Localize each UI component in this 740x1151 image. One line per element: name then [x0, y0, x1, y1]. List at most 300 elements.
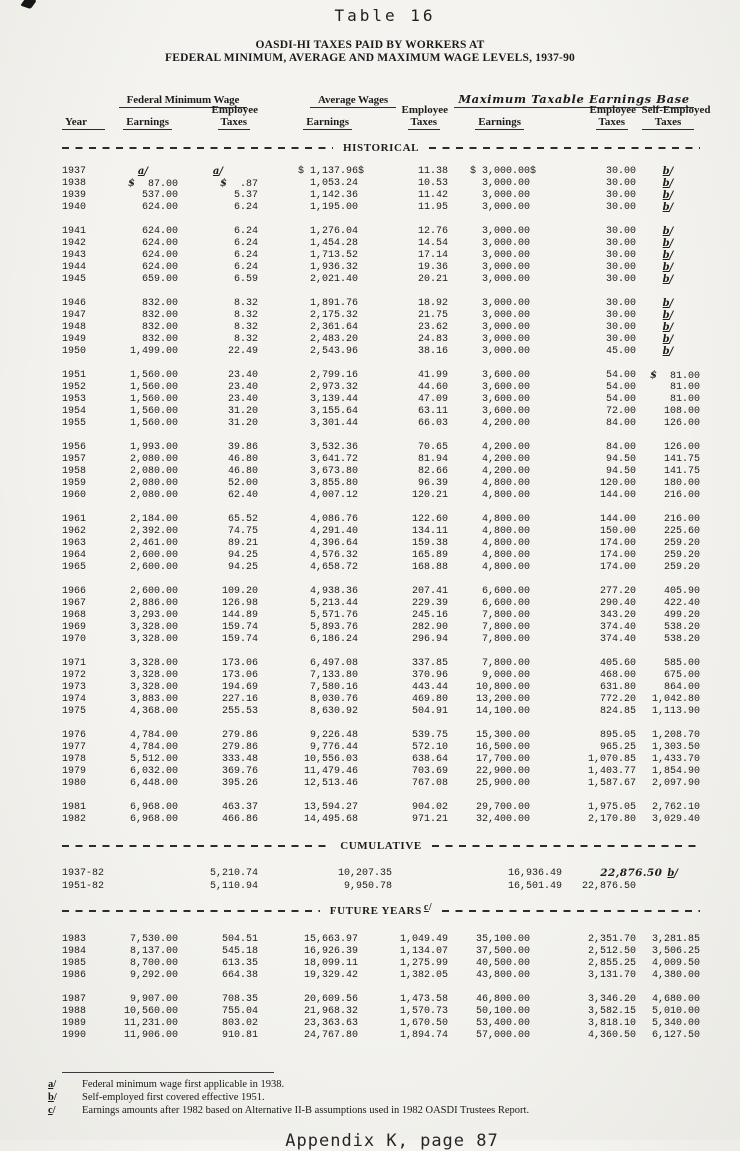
- value-cell: 277.20: [599, 586, 636, 597]
- value-cell: 3,600.00: [481, 406, 530, 417]
- value-cell: 6.24: [233, 202, 258, 213]
- table-row: [62, 406, 700, 418]
- value-cell: 3,818.10: [587, 1018, 636, 1029]
- value-cell: [636, 262, 700, 274]
- value-cell: 1,891.76: [309, 298, 358, 309]
- table-row: [62, 490, 700, 502]
- value-cell: 2,543.96: [309, 346, 358, 357]
- table-row: [62, 178, 700, 190]
- row-group: [62, 867, 700, 893]
- value-cell: 539.75: [411, 730, 448, 741]
- value-cell: 3,281.85: [651, 934, 700, 945]
- year-cell: 1969: [62, 622, 87, 633]
- year-cell: 1964: [62, 550, 87, 561]
- value-cell: 19.36: [417, 262, 448, 273]
- value-cell: 4,200.00: [481, 418, 530, 429]
- cumulative-rows: [62, 867, 700, 893]
- table-row: [62, 814, 700, 826]
- value-cell: 16,936.49: [507, 868, 562, 879]
- year-cell: 1984: [62, 946, 87, 957]
- value-cell: 259.20: [663, 562, 700, 573]
- table-label: Table 16: [334, 6, 436, 25]
- value-cell: [108, 166, 178, 178]
- value-cell: 3,000.00: [481, 226, 530, 237]
- value-cell: 11,231.00: [123, 1018, 178, 1029]
- table-row: [62, 190, 700, 202]
- value-cell: 3,000.00: [481, 334, 530, 345]
- table-row: [62, 262, 700, 274]
- table-row: [62, 1030, 700, 1042]
- value-cell: [178, 166, 258, 178]
- value-cell: 8,700.00: [129, 958, 178, 969]
- value-cell: 21.75: [417, 310, 448, 321]
- value-cell: 1,936.32: [309, 262, 358, 273]
- value-cell: 46.80: [227, 454, 258, 465]
- value-cell: 30.00: [605, 178, 636, 189]
- value-cell: 108.00: [663, 406, 700, 417]
- value-cell: 259.20: [663, 550, 700, 561]
- year-cell: 1974: [62, 694, 87, 705]
- table-row: [62, 622, 700, 634]
- value-cell: 4,784.00: [129, 730, 178, 741]
- value-cell: 3,328.00: [129, 622, 178, 633]
- value-cell: 1,433.70: [651, 754, 700, 765]
- value-cell: 1,560.00: [129, 382, 178, 393]
- value-cell: [108, 867, 178, 880]
- handwritten-dollar-sign: $: [650, 370, 657, 381]
- value-cell: 39.86: [227, 442, 258, 453]
- value-cell: 207.41: [411, 586, 448, 597]
- value-cell: 38.16: [417, 346, 448, 357]
- value-cell: 3,532.36: [309, 442, 358, 453]
- footnote-text: Self-employed first covered effective 1951.: [82, 1092, 265, 1103]
- value-cell: 370.96: [411, 670, 448, 681]
- row-group: [62, 994, 700, 1042]
- row-group: [62, 514, 700, 574]
- value-cell: 159.74: [221, 634, 258, 645]
- value-cell: 5,110.94: [209, 881, 258, 892]
- value-cell: 3,000.00: [481, 250, 530, 261]
- year-cell: 1945: [62, 274, 87, 285]
- table-row: [62, 526, 700, 538]
- value-cell: 13,200.00: [475, 694, 530, 705]
- row-group: [62, 442, 700, 502]
- value-cell: 17.14: [417, 250, 448, 261]
- year-cell: 1957: [62, 454, 87, 465]
- footnote-mark: b/: [662, 334, 674, 345]
- value-cell: 126.00: [663, 442, 700, 453]
- value-cell: 3,673.80: [309, 466, 358, 477]
- value-cell: 1,560.00: [129, 394, 178, 405]
- value-cell: 81.00: [669, 382, 700, 393]
- value-cell: 4,800.00: [481, 562, 530, 573]
- year-cell: 1937: [62, 166, 87, 177]
- section-label-future-years: FUTURE YEARS c/: [329, 902, 433, 917]
- year-cell: 1963: [62, 538, 87, 549]
- section-divider-future-years: [62, 902, 700, 917]
- table-row: [62, 586, 700, 598]
- value-cell: 895.05: [599, 730, 636, 741]
- value-cell: 282.90: [411, 622, 448, 633]
- value-cell: 31.20: [227, 406, 258, 417]
- year-cell: 1978: [62, 754, 87, 765]
- value-cell: 173.06: [221, 670, 258, 681]
- footnote-mark: b/: [662, 298, 674, 309]
- value-cell: 245.16: [411, 610, 448, 621]
- value-cell: 613.35: [221, 958, 258, 969]
- value-cell: 6,600.00: [481, 586, 530, 597]
- value-cell: 3,855.80: [309, 478, 358, 489]
- dashed-rule: [432, 845, 700, 847]
- value-cell: 259.20: [663, 538, 700, 549]
- value-cell: [636, 334, 700, 346]
- value-cell: 1,208.70: [651, 730, 700, 741]
- footnote-mark: b/: [662, 178, 674, 189]
- value-cell: 4,800.00: [481, 538, 530, 549]
- value-cell: 94.25: [227, 550, 258, 561]
- value-cell: 2,600.00: [129, 562, 178, 573]
- value-cell: 2,175.32: [309, 310, 358, 321]
- value-cell: 32,400.00: [475, 814, 530, 825]
- footnote-mark: a/: [48, 1079, 57, 1090]
- value-cell: 772.20: [599, 694, 636, 705]
- value-cell: 3,328.00: [129, 658, 178, 669]
- table-row: [62, 382, 700, 394]
- footnote: [48, 1091, 740, 1104]
- year-cell: 1961: [62, 514, 87, 525]
- table-row: [62, 742, 700, 754]
- dashed-rule: [442, 910, 700, 912]
- year-cell: 1990: [62, 1030, 87, 1041]
- value-cell: 194.69: [221, 682, 258, 693]
- value-cell: 23.62: [417, 322, 448, 333]
- year-cell: 1989: [62, 1018, 87, 1029]
- value-cell: 2,184.00: [129, 514, 178, 525]
- table-row: [62, 226, 700, 238]
- value-cell: 15,300.00: [475, 730, 530, 741]
- value-cell: 6,127.50: [651, 1030, 700, 1041]
- value-cell: 4,007.12: [309, 490, 358, 501]
- value-cell: 572.10: [411, 742, 448, 753]
- value-cell: 94.50: [605, 466, 636, 477]
- value-cell: 832.00: [141, 334, 178, 345]
- value-cell: 8,030.76: [309, 694, 358, 705]
- value-cell: 4,380.00: [651, 970, 700, 981]
- year-cell: 1951: [62, 370, 87, 381]
- value-cell: 631.80: [599, 682, 636, 693]
- value-cell: 965.25: [599, 742, 636, 753]
- value-cell: 6,968.00: [129, 802, 178, 813]
- value-cell: 3,000.00: [481, 298, 530, 309]
- row-group: [62, 226, 700, 286]
- value-cell: 1,042.80: [651, 694, 700, 705]
- value-cell: 6,497.08: [309, 658, 358, 669]
- value-cell: 40,500.00: [475, 958, 530, 969]
- value-cell: 466.86: [221, 814, 258, 825]
- year-cell: 1937-82: [62, 868, 105, 879]
- value-cell: 94.25: [227, 562, 258, 573]
- future-rows: [62, 934, 700, 1042]
- table-row: [62, 682, 700, 694]
- value-cell: 3,000.00: [481, 190, 530, 201]
- value-cell: 23.40: [227, 394, 258, 405]
- value-cell: 624.00: [141, 202, 178, 213]
- value-cell: 803.02: [221, 1018, 258, 1029]
- year-cell: 1971: [62, 658, 87, 669]
- table-row: [62, 970, 700, 982]
- value-cell: 4,009.50: [651, 958, 700, 969]
- value-cell: 4,784.00: [129, 742, 178, 753]
- value-cell: 8.32: [233, 298, 258, 309]
- table-row: [62, 730, 700, 742]
- footnote-mark-c: c/: [423, 902, 433, 913]
- value-cell: 30.00: [605, 262, 636, 273]
- value-cell: 6.24: [233, 226, 258, 237]
- footnote-mark: b/: [662, 166, 674, 177]
- value-cell: 174.00: [599, 550, 636, 561]
- value-cell: 4,396.64: [309, 538, 358, 549]
- table-row: [62, 298, 700, 310]
- value-cell: 54.00: [605, 394, 636, 405]
- value-cell: 3,000.00: [481, 322, 530, 333]
- value-cell: 4,200.00: [481, 466, 530, 477]
- value-cell: 1,473.58: [399, 994, 448, 1005]
- value-cell: 3,883.00: [129, 694, 178, 705]
- value-cell: 8.32: [233, 310, 258, 321]
- value-cell: 30.00: [605, 274, 636, 285]
- year-cell: 1947: [62, 310, 87, 321]
- value-cell: 7,800.00: [481, 610, 530, 621]
- value-cell: 81.94: [417, 454, 448, 465]
- value-cell: 1,499.00: [129, 346, 178, 357]
- table-row: [62, 598, 700, 610]
- value-cell: 120.21: [411, 490, 448, 501]
- table-row: [62, 394, 700, 406]
- value-cell: 3,506.25: [651, 946, 700, 957]
- table-row: [62, 274, 700, 286]
- value-cell: [636, 346, 700, 358]
- footnote-mark: b/: [662, 202, 674, 213]
- value-cell: 11,479.46: [303, 766, 358, 777]
- table-row: [62, 610, 700, 622]
- year-cell: 1985: [62, 958, 87, 969]
- value-cell: 3,600.00: [481, 382, 530, 393]
- value-cell: 11,906.00: [123, 1030, 178, 1041]
- value-cell: 22,900.00: [475, 766, 530, 777]
- year-cell: 1946: [62, 298, 87, 309]
- value-cell: 72.00: [605, 406, 636, 417]
- title-line-2: FEDERAL MINIMUM, AVERAGE AND MAXIMUM WAGE LEVELS, 1937-90: [165, 52, 575, 64]
- value-cell: 23,363.63: [303, 1018, 358, 1029]
- value-cell: 1,975.05: [587, 802, 636, 813]
- year-cell: 1951-82: [62, 881, 105, 892]
- value-cell: 84.00: [605, 442, 636, 453]
- value-cell: 463.37: [221, 802, 258, 813]
- row-group: [62, 166, 700, 214]
- section-label-historical: HISTORICAL: [342, 142, 420, 154]
- year-cell: 1962: [62, 526, 87, 537]
- year-cell: 1949: [62, 334, 87, 345]
- value-cell: 499.20: [663, 610, 700, 621]
- row-group: [62, 802, 700, 826]
- value-cell: $ 81.00: [650, 370, 700, 382]
- value-cell: 21,968.32: [303, 1006, 358, 1017]
- value-cell: 82.66: [417, 466, 448, 477]
- value-cell: 18,099.11: [303, 958, 358, 969]
- value-cell: 45.00: [605, 346, 636, 357]
- value-cell: 2,762.10: [651, 802, 700, 813]
- col-header-year: Year: [62, 116, 105, 130]
- table-row: [62, 514, 700, 526]
- value-cell: 2,170.80: [587, 814, 636, 825]
- section-divider-cumulative: [62, 840, 700, 852]
- value-cell: 229.39: [411, 598, 448, 609]
- value-cell: 337.85: [411, 658, 448, 669]
- value-cell: 63.11: [417, 406, 448, 417]
- value-cell: 66.03: [417, 418, 448, 429]
- value-cell: 4,680.00: [651, 994, 700, 1005]
- value-cell: 468.00: [599, 670, 636, 681]
- value-cell: 126.00: [663, 418, 700, 429]
- col-header-taxes-avg: Taxes: [408, 116, 441, 130]
- value-cell: 910.81: [221, 1030, 258, 1041]
- table-row: [62, 694, 700, 706]
- value-cell: 1,049.49: [399, 934, 448, 945]
- value-cell: 296.94: [411, 634, 448, 645]
- value-cell: 96.39: [417, 478, 448, 489]
- value-cell: 4,658.72: [309, 562, 358, 573]
- table-row: [62, 538, 700, 550]
- value-cell: 1,993.00: [129, 442, 178, 453]
- value-cell: 109.20: [221, 586, 258, 597]
- value-cell: 2,483.20: [309, 334, 358, 345]
- value-cell: 47.09: [417, 394, 448, 405]
- value-cell: 9,950.78: [343, 881, 392, 892]
- value-cell: 624.00: [141, 238, 178, 249]
- value-cell: 405.90: [663, 586, 700, 597]
- title-line-1: OASDI-HI TAXES PAID BY WORKERS AT: [255, 39, 485, 51]
- value-cell: 84.00: [605, 418, 636, 429]
- value-cell: 3,000.00: [481, 310, 530, 321]
- value-cell: 12,513.46: [303, 778, 358, 789]
- table-row: [62, 202, 700, 214]
- value-cell: 2,799.16: [309, 370, 358, 381]
- value-cell: 4,360.50: [587, 1030, 636, 1041]
- year-cell: 1938: [62, 178, 87, 189]
- table-row: [62, 454, 700, 466]
- table-row: [62, 418, 700, 430]
- value-cell: 225.60: [663, 526, 700, 537]
- value-cell: 1,053.24: [309, 178, 358, 189]
- value-cell: 5,213.44: [309, 598, 358, 609]
- value-cell: 664.38: [221, 970, 258, 981]
- value-cell: 10.53: [417, 178, 448, 189]
- value-cell: 30.00: [605, 190, 636, 201]
- footnote-text: Earnings amounts after 1982 based on Alternative II-B assumptions used in 1982 OASDI Trustees Report.: [82, 1105, 530, 1116]
- value-cell: 1,113.90: [651, 706, 700, 717]
- value-cell: 545.18: [221, 946, 258, 957]
- value-cell: 3,131.70: [587, 970, 636, 981]
- value-cell: 13,594.27: [303, 802, 358, 813]
- value-cell: 2,080.00: [129, 490, 178, 501]
- value-cell: 4,938.36: [309, 586, 358, 597]
- table-row: [62, 880, 700, 893]
- value-cell: 3,301.44: [309, 418, 358, 429]
- col-header-earnings-avg: Earnings: [303, 116, 352, 130]
- value-cell: 6,448.00: [129, 778, 178, 789]
- value-cell: 9,292.00: [129, 970, 178, 981]
- table-row: [62, 346, 700, 358]
- value-cell: 159.74: [221, 622, 258, 633]
- value-cell: 1,276.04: [309, 226, 358, 237]
- year-cell: 1960: [62, 490, 87, 501]
- footnote-mark: b/: [662, 322, 674, 333]
- value-cell: 5,571.76: [309, 610, 358, 621]
- col-header-employee-max: Employee: [589, 104, 636, 116]
- value-cell: 30.00: [605, 250, 636, 261]
- year-cell: 1979: [62, 766, 87, 777]
- row-group: [62, 658, 700, 718]
- value-cell: 70.65: [417, 442, 448, 453]
- value-cell: 159.38: [411, 538, 448, 549]
- value-cell: 343.20: [599, 610, 636, 621]
- col-header-taxes-min: Taxes: [218, 116, 251, 130]
- value-cell: 14.54: [417, 238, 448, 249]
- value-cell: 755.04: [221, 1006, 258, 1017]
- table-row: [62, 562, 700, 574]
- value-cell: 173.06: [221, 658, 258, 669]
- value-cell: 43,800.00: [475, 970, 530, 981]
- value-cell: 624.00: [141, 226, 178, 237]
- value-cell: 3,328.00: [129, 670, 178, 681]
- value-cell: 2,392.00: [129, 526, 178, 537]
- year-cell: 1980: [62, 778, 87, 789]
- value-cell: 4,800.00: [481, 514, 530, 525]
- value-cell: 3,582.15: [587, 1006, 636, 1017]
- col-header-employee-avg: Employee: [401, 104, 448, 116]
- value-cell: 30.00: [605, 298, 636, 309]
- value-cell: 41.99: [417, 370, 448, 381]
- table-row: [62, 550, 700, 562]
- year-cell: 1959: [62, 478, 87, 489]
- value-cell: 6.24: [233, 262, 258, 273]
- value-cell: 3,641.72: [309, 454, 358, 465]
- value-cell: 4,200.00: [481, 454, 530, 465]
- value-cell: 2,080.00: [129, 478, 178, 489]
- group-header-federal-minimum-wage: Federal Minimum Wage: [119, 94, 248, 108]
- year-cell: 1988: [62, 1006, 87, 1017]
- value-cell: 7,800.00: [481, 622, 530, 633]
- value-cell: 4,800.00: [481, 490, 530, 501]
- value-cell: 10,207.35: [337, 868, 392, 879]
- value-cell: 31.20: [227, 418, 258, 429]
- value-cell: 3,600.00: [481, 394, 530, 405]
- value-cell: [636, 238, 700, 250]
- year-cell: 1968: [62, 610, 87, 621]
- value-cell: 81.00: [669, 394, 700, 405]
- col-header-self-employed: Self-Employed: [641, 104, 711, 116]
- value-cell: 504.51: [221, 934, 258, 945]
- value-cell: 30.00: [605, 202, 636, 213]
- value-cell: 4,800.00: [481, 550, 530, 561]
- value-cell: 50,100.00: [475, 1006, 530, 1017]
- value-cell: 54.00: [605, 370, 636, 381]
- value-cell: 1,382.05: [399, 970, 448, 981]
- value-cell: 30.00: [605, 226, 636, 237]
- value-cell: 227.16: [221, 694, 258, 705]
- value-cell: [636, 166, 700, 178]
- value-cell: 54.00: [605, 382, 636, 393]
